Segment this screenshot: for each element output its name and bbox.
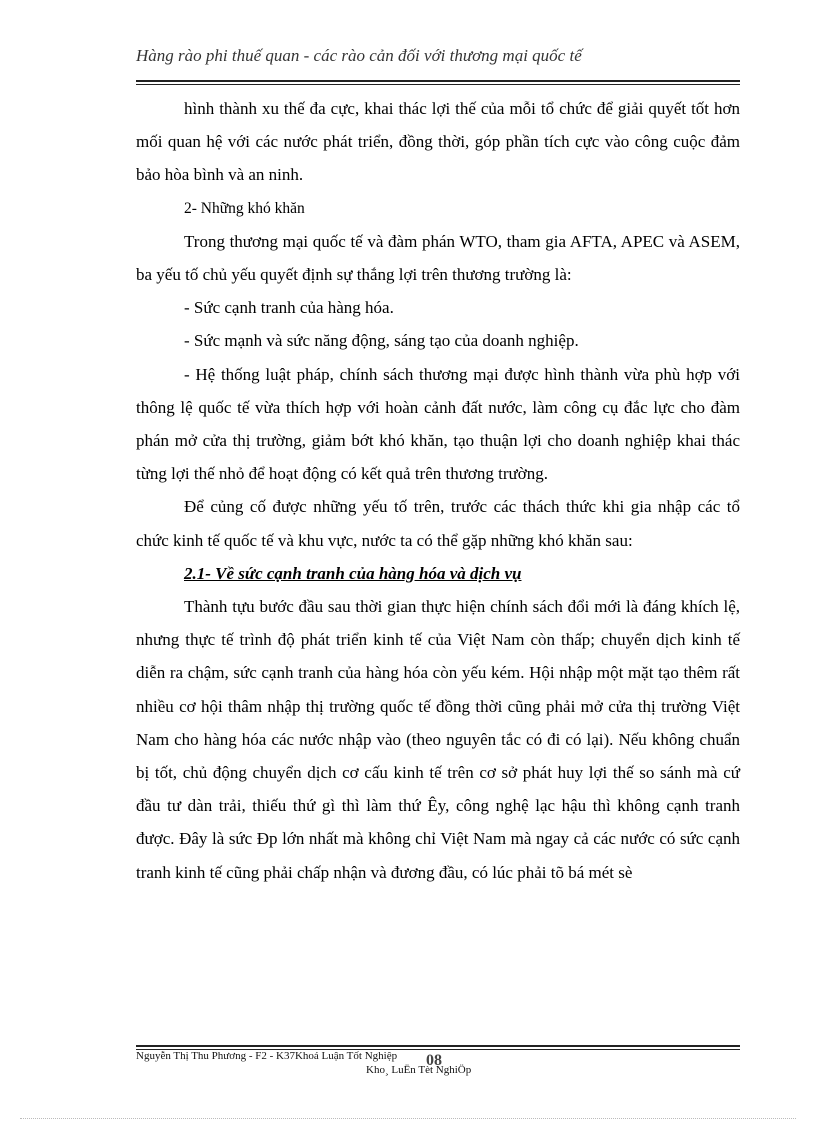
page-bottom-dotted-rule <box>20 1118 796 1119</box>
paragraph-consolidate: Để củng cố được những yếu tố trên, trước các thách thức khi gia nhập các tổ chức kinh tế quốc tế và khu vực, nước ta có thể gặp những khó khăn sau: <box>136 497 740 550</box>
paragraph-continuation: hình thành xu thế đa cực, khai thác lợi thế của mỗi tổ chức để giải quyết tốt hơn mối quan hệ với các nước phát triển, đồng thời, góp phần tích cực vào công cuộc đảm bảo hòa bình và an ninh. <box>136 99 740 185</box>
bullet-legal-system: - Hệ thống luật pháp, chính sách thương mại được hình thành vừa phù hợp với thông lệ quốc tế vừa thích hợp với hoàn cảnh đất nước, làm công cụ đắc lực cho đàm phán mở cửa thị trường, giảm bớt khó khăn, tạo thuận lợi cho doanh nghiệp khai thác từng lợi thế nhỏ để hoạt động có kết quả trên thương trường. <box>136 364 740 484</box>
page-number: 08 <box>426 1052 442 1069</box>
bullet-competitiveness: - Sức cạnh tranh của hàng hóa. <box>184 298 394 318</box>
document-body <box>136 92 740 889</box>
subsection-heading-2-1: 2.1- Về sức cạnh tranh của hàng hóa và dịch vụ <box>184 563 522 583</box>
footer-rule-thick <box>136 1045 740 1047</box>
bullet-enterprise-strength: - Sức mạnh và sức năng động, sáng tạo của doanh nghiệp. <box>184 331 579 351</box>
header-rule-thick <box>136 80 740 82</box>
page-header-title: Hàng rào phi thuế quan - các rào cản đối với thương mại quốc tế <box>136 46 582 65</box>
header-rule-thin <box>136 84 740 85</box>
footer-author: Nguyễn Thị Thu Phương - F2 - K37Khoá Luận Tốt Nghiệp <box>136 1050 398 1062</box>
paragraph-trade-factors: Trong thương mại quốc tế và đàm phán WTO, tham gia AFTA, APEC và ASEM, ba yếu tố chủ yếu quyết định sự thắng lợi trên thương trường là: <box>136 231 740 285</box>
section-heading-difficulties: 2- Những khó khăn <box>184 199 305 217</box>
paragraph-achievements: Thành tựu bước đầu sau thời gian thực hiện chính sách đổi mới là đáng khích lệ, nhưng thực tế trình độ phát triển kinh tế của Việt Nam còn thấp; chuyển dịch kinh tế diễn ra chậm, sức cạnh tranh của hàng hóa còn yếu kém. Hội nhập một mặt tạo thêm rất nhiều cơ hội thâm nhập thị trường quốc tế đồng thời cũng phải mở cửa thị trường Việt Nam cho hàng hóa các nước nhập vào (theo nguyên tắc có đi có lại). Nếu không chuẩn bị tốt, chủ động chuyển dịch cơ cấu kinh tế trên cơ sở phát huy lợi thế so sánh mà cứ đầu tư dàn trải, thiếu thứ gì thì làm thứ Êy, công nghệ lạc hậu thì không cạnh tranh được. Đây là sức Ðp lớn nhất mà không chỉ Việt Nam mà ngay cả các nước có sức cạnh tranh kinh tế cũng phải chấp nhận và đương đầu, có lúc phải tõ bá mét sè <box>136 597 740 882</box>
footer-thesis-label: Kho¸ LuËn Tèt NghiÖp <box>366 1064 472 1076</box>
